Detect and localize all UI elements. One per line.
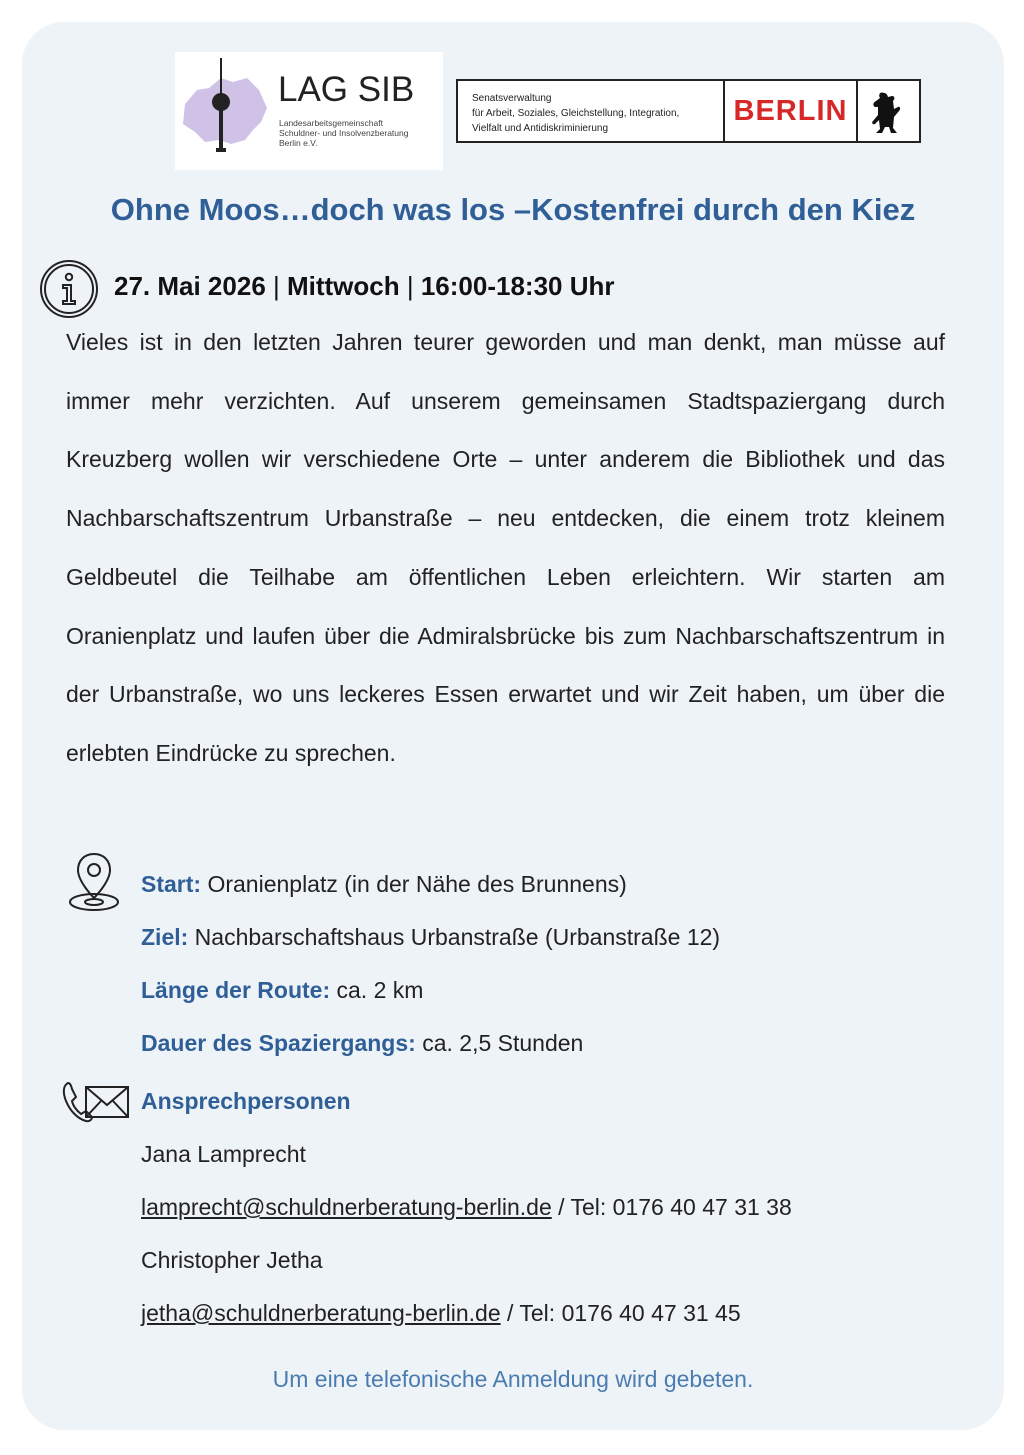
detail-ziel [141, 924, 720, 951]
event-description: Vieles ist in den letzten Jahren teurer geworden und man denkt, man müsse auf immer mehr verzichten. Auf unserem gemeinsamen Stadtspaziergang durch Kreuzberg wollen wir verschiedene Orte – unter anderem die Bibliothek und das Nachbarschaftszentrum Urbanstraße – neu entdecken, die einem trotz kleinem Geldbeutel die Teilhabe am öffentlichen Leben erleichtern. Wir starten am Oranienplatz und laufen über die Admiralsbrücke bis zum Nachbarschaftszentrum in der Urbanstraße, wo uns leckeres Essen erwartet und wir Zeit haben, um über die erlebten Eindrücke zu sprechen. [66, 329, 945, 766]
phone-number: / Tel: 0176 40 47 31 45 [500, 1300, 741, 1326]
detail-start [141, 871, 627, 898]
detail-duration [141, 1030, 583, 1057]
detail-value: ca. 2 km [330, 977, 424, 1003]
email-link[interactable]: lamprecht@schuldnerberatung-berlin.de [141, 1194, 552, 1220]
detail-value: Oranienplatz (in der Nähe des Brunnens) [201, 871, 627, 897]
tv-tower-map-icon [175, 52, 275, 170]
contact-line [141, 1194, 792, 1221]
lag-sib-subtitle: Landesarbeitsgemeinschaft Schuldner- und Insolvenzberatung Berlin e.V. [279, 118, 409, 148]
detail-route-length [141, 977, 423, 1004]
contact-name: Christopher Jetha [141, 1247, 323, 1273]
event-date-line [114, 271, 615, 302]
event-weekday: Mittwoch [286, 271, 400, 301]
phone-mail-icon [60, 1079, 132, 1125]
info-icon [38, 258, 100, 320]
detail-label: Ziel: [141, 924, 189, 950]
event-date: 27. Mai 2026 [114, 271, 266, 301]
location-pin-icon [66, 850, 122, 914]
lag-sib-title: LAG SIB [278, 70, 415, 109]
detail-label: Start: [141, 871, 202, 897]
contacts-heading: Ansprechpersonen [141, 1088, 351, 1114]
event-time: 16:00-18:30 Uhr [420, 271, 615, 301]
senatsverwaltung-text: Senatsverwaltung für Arbeit, Soziales, Gleichstellung, Integration, Vielfalt und Antidiskriminierung [472, 93, 680, 134]
contact-line [141, 1300, 741, 1327]
separator: | [399, 271, 421, 301]
lag-sib-logo [175, 52, 443, 170]
senatsverwaltung-logo [456, 79, 921, 143]
detail-value: Nachbarschaftshaus Urbanstraße (Urbanstraße 12) [188, 924, 721, 950]
berlin-wordmark: BERLIN [733, 95, 848, 127]
phone-number: / Tel: 0176 40 47 31 38 [551, 1194, 792, 1220]
detail-label: Dauer des Spaziergangs: [141, 1030, 416, 1056]
contact-name: Jana Lamprecht [141, 1141, 306, 1167]
detail-label: Länge der Route: [141, 977, 331, 1003]
event-title: Ohne Moos…doch was los –Kostenfrei durch den Kiez [110, 192, 916, 227]
detail-value: ca. 2,5 Stunden [415, 1030, 584, 1056]
registration-note: Um eine telefonische Anmeldung wird gebeten. [272, 1366, 754, 1392]
berlin-bear-icon [858, 85, 920, 139]
email-link[interactable]: jetha@schuldnerberatung-berlin.de [141, 1300, 501, 1326]
separator: | [265, 271, 287, 301]
